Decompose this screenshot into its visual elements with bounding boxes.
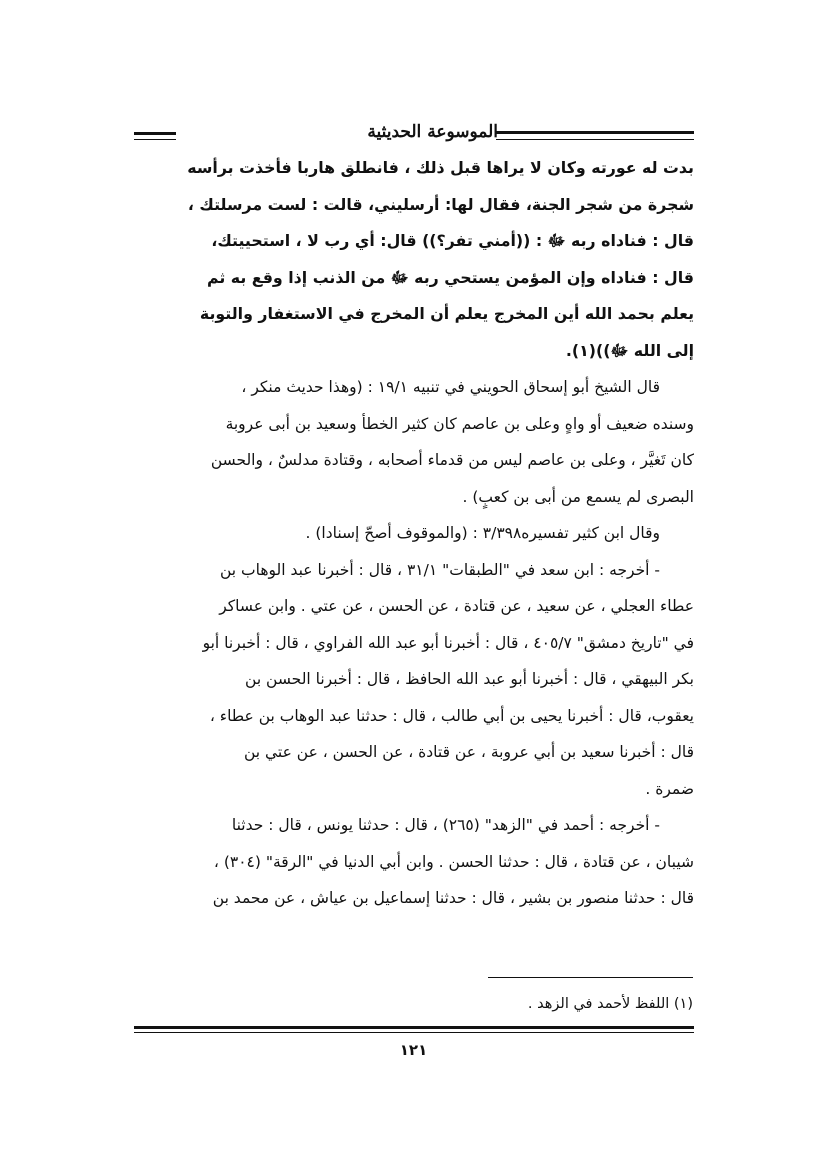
- header-rule-left: [134, 132, 176, 135]
- body-line: شجرة من شجر الجنة، فقال لها: أرسليني، قالت : لست مرسلتك ،: [187, 194, 694, 214]
- body-line: وسنده ضعيف أو واهٍ وعلى بن عاصم كان كثير الخطأ وسعيد بن أبى عروبة: [225, 414, 694, 433]
- footnote: (١) اللفظ لأحمد في الزهد .: [527, 996, 693, 1012]
- header-title: الموسوعة الحديثية: [367, 122, 498, 142]
- running-header: [134, 120, 694, 150]
- body-line: قال الشيخ أبو إسحاق الحويني في تنبيه ١٩/١ : (وهذا حديث منكر ،: [241, 378, 660, 396]
- body-line: ضمرة .: [645, 779, 694, 798]
- footnote-separator: [488, 977, 693, 978]
- body-line: يعلم بحمد الله أين المخرج يعلم أن المخرج في الاستغفار والتوبة: [199, 304, 694, 323]
- page-number: ١٢١: [399, 1041, 428, 1059]
- body-line: بكر البيهقي ، قال : أخبرنا أبو عبد الله الحافظ ، قال : أخبرنا الحسن بن: [245, 670, 694, 688]
- footer-rule: [134, 1026, 694, 1029]
- body-line: وقال ابن كثير تفسيره٣/٣٩٨ : (والموقوف أصحّ إسنادا) .: [305, 524, 660, 542]
- body-line: عطاء العجلي ، عن سعيد ، عن قتادة ، عن الحسن ، عن عتي . وابن عساكر: [219, 597, 694, 615]
- body-text: [134, 150, 694, 917]
- body-line: إلى الله ﷻ))(١).: [565, 340, 694, 360]
- body-line: - أخرجه : ابن سعد في "الطبقات" ٣١/١ ، قال : أخبرنا عبد الوهاب بن: [220, 560, 660, 579]
- body-line: قال : فناداه وإن المؤمن يستحي ربه ﷻ من الذنب إذا وقع به ثم: [206, 267, 694, 287]
- body-line: في "تاريخ دمشق" ٤٠٥/٧ ، قال : أخبرنا أبو عبد الله الفراوي ، قال : أخبرنا أبو: [202, 633, 694, 652]
- body-line: - أخرجه : أحمد في "الزهد" (٢٦٥) ، قال : حدثنا يونس ، قال : حدثنا: [231, 816, 660, 834]
- body-line: قال : فناداه ربه ﷻ : ((أمني تفر؟)) قال: أي رب لا ، استحييتك،: [211, 231, 694, 250]
- body-line: شيبان ، عن قتادة ، قال : حدثنا الحسن . وابن أبي الدنيا في "الرقة" (٣٠٤) ،: [213, 852, 694, 871]
- body-line: بدت له عورته وكان لا يراها قبل ذلك ، فانطلق هاربا فأخذت برأسه: [187, 158, 694, 177]
- body-line: البصرى لم يسمع من أبى بن كعبٍ) .: [462, 487, 694, 506]
- header-rule-right-thin: [496, 139, 694, 140]
- body-line: يعقوب، قال : أخبرنا يحيى بن أبي طالب ، قال : حدثنا عبد الوهاب بن عطاء ،: [209, 706, 694, 725]
- header-rule-right: [496, 131, 694, 134]
- header-rule-left-thin: [134, 139, 176, 140]
- body-line: قال : أخبرنا سعيد بن أبي عروبة ، عن قتادة ، عن الحسن ، عن عتي بن: [243, 743, 694, 761]
- footer-rule-thin: [134, 1032, 694, 1033]
- body-line: كان تَغيَّر ، وعلى بن عاصم ليس من قدماء أصحابه ، وقتادة مدلسٌ ، والحسن: [210, 451, 694, 469]
- body-line: قال : حدثنا منصور بن بشير ، قال : حدثنا إسماعيل بن عياش ، عن محمد بن: [212, 889, 694, 907]
